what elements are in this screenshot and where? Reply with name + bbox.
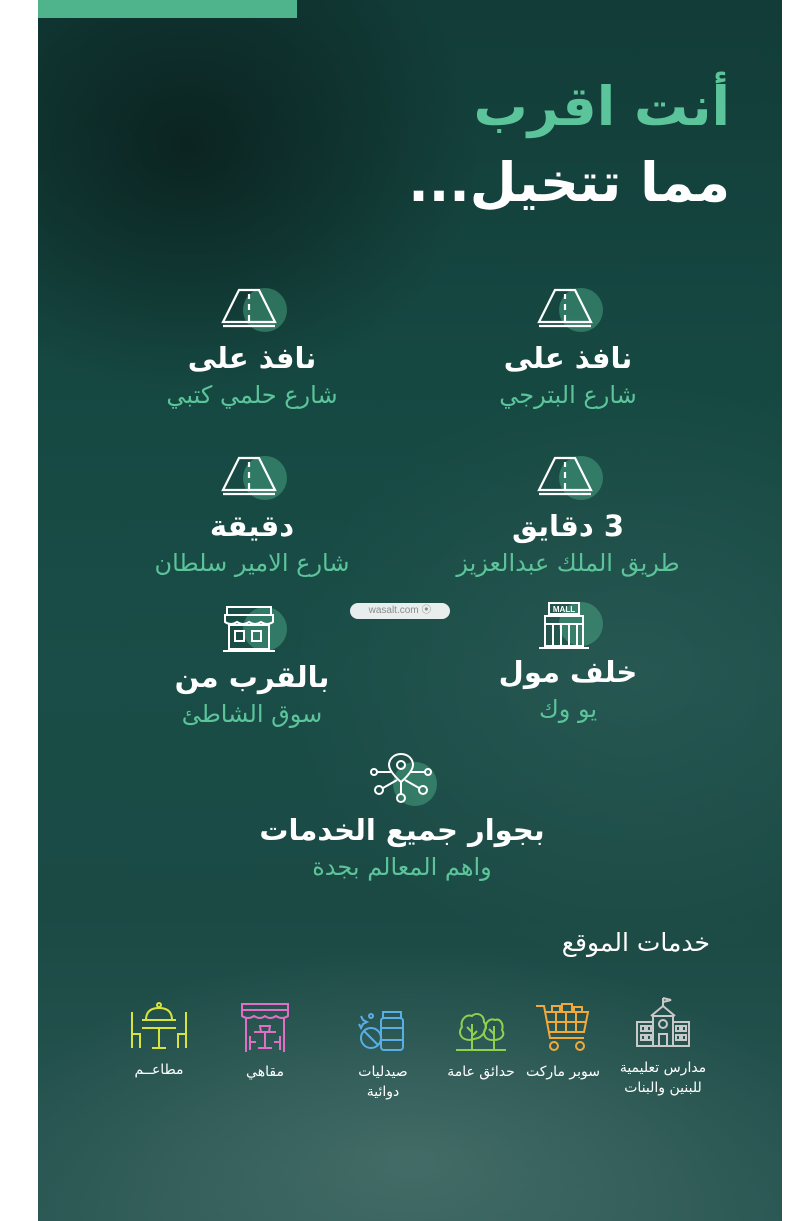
service-pharmacies	[328, 1010, 438, 1102]
feature-subtitle: شارع البترجي	[499, 381, 637, 409]
service-label: صيدليات دوائية	[358, 1064, 408, 1100]
school-icon	[635, 996, 691, 1050]
trees-icon	[454, 1010, 508, 1054]
restaurant-icon	[128, 1000, 190, 1052]
feature-king-abdulaziz-road	[418, 452, 718, 580]
headline-line-1: أنت اقرب	[473, 75, 730, 138]
feature-title: بجوار جميع الخدمات	[259, 813, 545, 847]
feature-subtitle: يو وك	[538, 695, 598, 723]
ad-poster	[38, 0, 782, 1221]
road-icon	[533, 284, 603, 336]
cafe-icon	[238, 1002, 292, 1054]
feature-subtitle: شارع حلمي كتبي	[166, 381, 338, 409]
feature-title: دقيقة	[209, 509, 295, 543]
feature-title: نافذ على	[187, 341, 317, 375]
feature-title: نافذ على	[503, 341, 633, 375]
service-label: مدارس تعليمية للبنين والبنات	[619, 1060, 707, 1096]
feature-title: بالقرب من	[174, 660, 330, 694]
feature-subtitle: سوق الشاطئ	[181, 700, 323, 728]
feature-albutarji-street	[418, 284, 718, 412]
feature-subtitle: شارع الامير سلطان	[154, 549, 350, 577]
service-label: حدائق عامة	[447, 1064, 515, 1080]
road-icon	[533, 452, 603, 504]
service-restaurants	[104, 1000, 214, 1080]
accent-bar	[38, 0, 297, 18]
feature-title: خلف مول	[498, 655, 638, 689]
feature-u-walk-mall	[418, 598, 718, 726]
service-parks	[426, 1010, 536, 1082]
shopping-cart-icon	[534, 1002, 592, 1054]
watermark-text: wasalt.com	[368, 605, 419, 616]
service-label: مطاعــم	[134, 1062, 184, 1078]
feature-subtitle: طريق الملك عبدالعزيز	[456, 549, 680, 577]
services-heading: خدمات الموقع	[561, 928, 710, 957]
feature-prince-sultan-street	[102, 452, 402, 580]
market-stall-icon	[217, 603, 287, 655]
feature-title: 3 دقايق	[511, 509, 625, 543]
wasalt-watermark: wasalt.com ⦿	[350, 603, 450, 619]
service-schools	[608, 996, 718, 1098]
headline-line-2: مما تتخيل...	[408, 151, 730, 214]
feature-helmi-kutbi-street	[102, 284, 402, 412]
feature-subtitle: واهم المعالم بجدة	[312, 853, 492, 881]
service-label: مقاهي	[246, 1064, 284, 1080]
service-label: سوبر ماركت	[526, 1064, 600, 1080]
road-icon	[217, 284, 287, 336]
feature-shatea-market	[102, 603, 402, 731]
mall-icon	[533, 598, 603, 650]
headline	[408, 75, 730, 214]
pharmacy-icon	[357, 1010, 409, 1054]
service-cafes	[210, 1002, 320, 1082]
feature-near-services	[232, 748, 572, 884]
svg-text:MALL: MALL	[552, 605, 576, 614]
location-network-icon	[367, 748, 437, 808]
road-icon	[217, 452, 287, 504]
